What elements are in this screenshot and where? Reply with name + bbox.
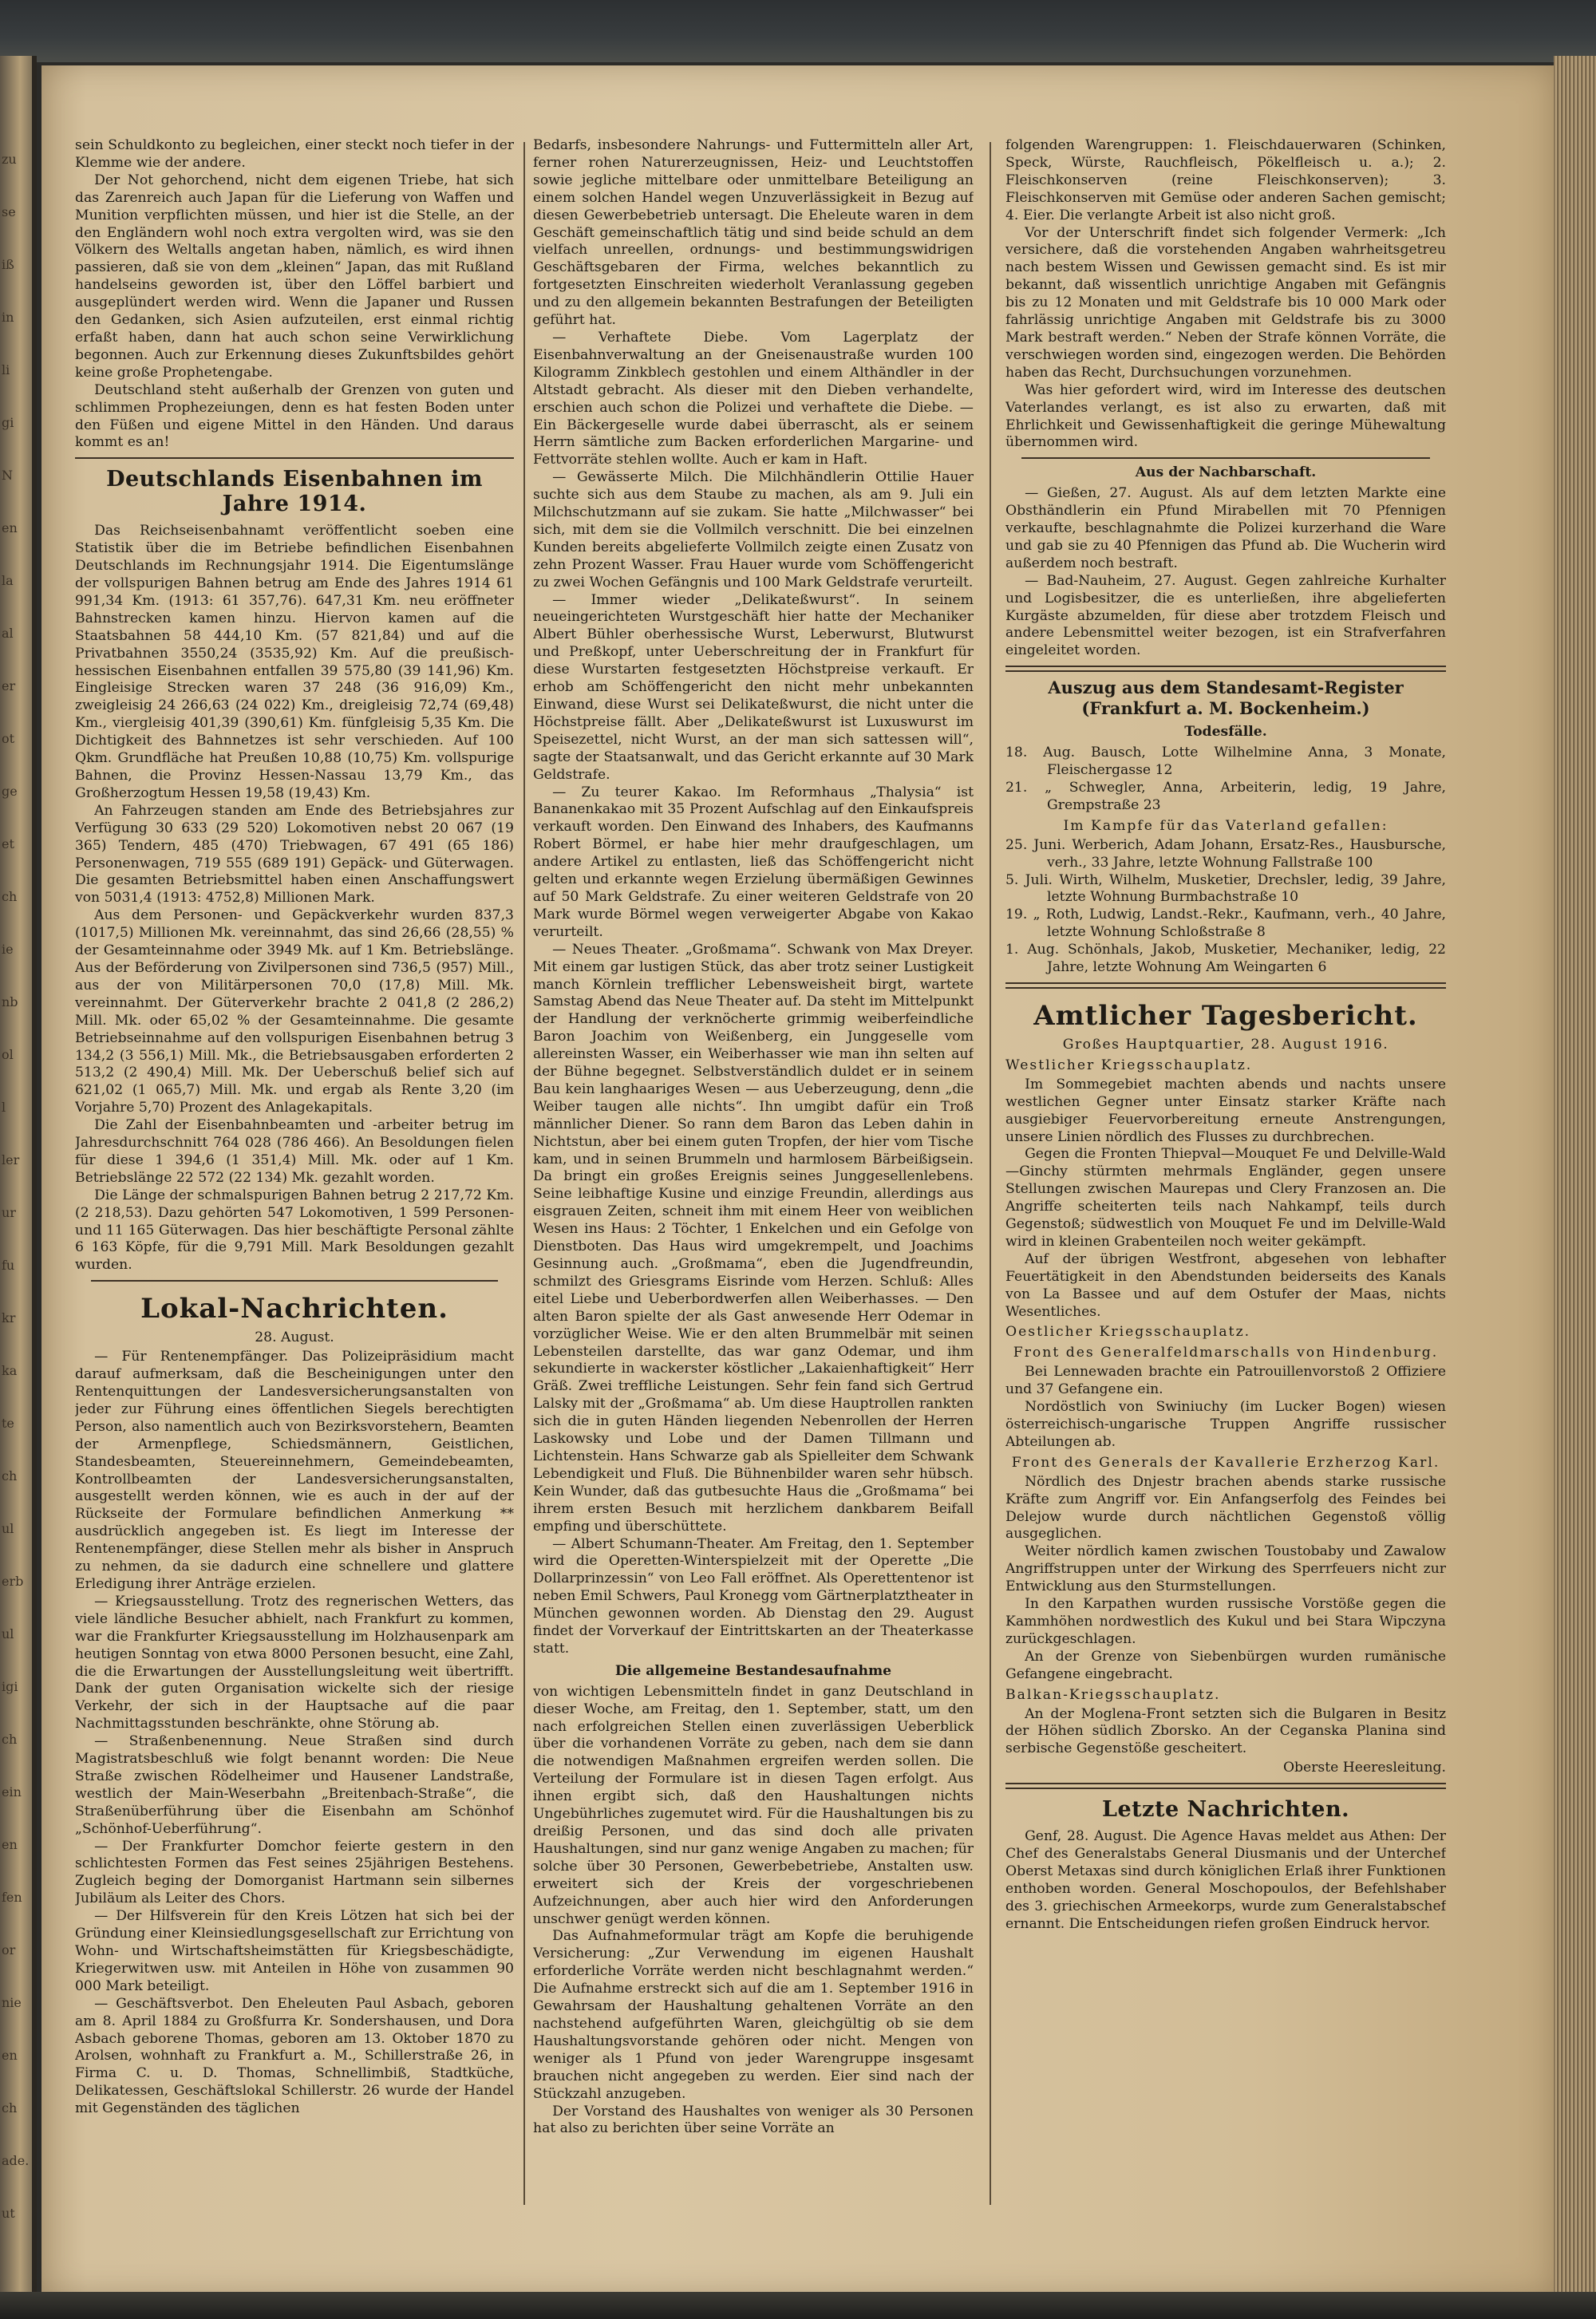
inventory-article [533, 1684, 974, 2139]
book-binding-top [0, 0, 1596, 62]
headline-latest-news: Letzte Nachrichten. [1102, 1797, 1349, 1823]
previous-page-fragment: in [2, 310, 14, 325]
paragraph: Der Vorstand des Haushaltes von weniger als 30 Personen hat also zu berichten über seine Vorräte an [533, 2103, 974, 2137]
list-item: 25. Juni. Werberich, Adam Johann, Ersatz-Res., Hausbursche, verh., 33 Jahre, letzte Wohnung Fallstraße 100 [1005, 836, 1446, 871]
column-1 [75, 137, 514, 2204]
paragraph: Bedarfs, insbesondere Nahrungs- und Futtermitteln aller Art, ferner rohen Naturerzeugnissen, Heiz- und Leuchtstoffen sowie jegliche mittelbare oder unmittelbare Beteiligung an einem solchen Handel wegen Unzuverlässigkeit in Bezug auf diesen Gewerbebetrieb untersagt. Die Eheleute waren in dem Geschäft gemeinschaftlich tätig und sind beide schuld an dem vielfach unreellen, ordnungs- und bestimmungswidrigen Geschäftsgebaren der Firma, welches bekanntlich zu fortgesetzten Einschreiten wiederholt Veranlassung gegeben und zu den allgemein bekannten Bestrafungen der Beteiligten geführt hat. [533, 137, 974, 329]
previous-page-fragment: N [2, 468, 13, 483]
neighborhood-article [1005, 485, 1446, 660]
list-item: 21. „ Schwegler, Anna, Arbeiterin, ledig, 19 Jahre, Grempstraße 23 [1005, 780, 1446, 813]
previous-page-fragment: kr [2, 1310, 16, 1325]
headline-civil-register: Auszug aus dem Standesamt-Register (Frankfurt a. M. Bockenheim.) [1048, 678, 1404, 719]
paragraph: Deutschland steht außerhalb der Grenzen von guten und schlimmen Prophezeiungen, denn es hat festen Boden unter den Füßen und eigene Mittel in den Händen. Und daraus kommt es an! [75, 381, 514, 451]
paragraph: Weiter nördlich kamen zwischen Toustobaby und Zawalow Angriffstruppen unter der Wirkung des Sperrfeuers nicht zur Entwicklung aus den Sturmstellungen. [1005, 1543, 1446, 1595]
paragraph: — Geschäftsverbot. Den Eheleuten Paul Asbach, geboren am 8. April 1884 zu Großfurra Kr. Sondershausen, und Dora Asbach geborene Thomas, geboren am 13. Oktober 1870 zu Arolsen, wohnhaft zu Frankfurt a. M., Schillerstraße 26, in Firma C. u. D. Thomas, Schnellimbiß, Stadtküche, Delikatessen, Geschäftslokal Schillerstr. 26 wurde der Handel mit Gegenständen des täglichen [75, 1995, 514, 2117]
stacked-page-edges [1554, 56, 1596, 2294]
column-3 [1005, 137, 1446, 2204]
previous-page-fragment: ol [2, 1047, 14, 1062]
paragraph: An der Grenze von Siebenbürgen wurden rumänische Gefangene eingebracht. [1005, 1648, 1446, 1682]
previous-page-fragment: ade. [2, 2153, 30, 2168]
headline-neighborhood: Aus der Nachbarschaft. [1135, 464, 1317, 481]
report-dateline: Großes Hauptquartier, 28. August 1916. [1062, 1036, 1389, 1053]
inventory-continued [1005, 137, 1446, 452]
previous-page-fragment: ch [2, 2100, 18, 2116]
column-rule-2 [990, 142, 991, 2205]
paragraph: Gegen die Fronten Thiepval—Mouquet Fe und Delville-Wald—Ginchy stürmten mehrmals Engländer, gegen unsere Stellungen zwischen Maurepas und Clery Franzosen an. Die Angriffe scheiterten teils nach Nahkampf, teils durch Gegenstoß; südwestlich von Mouquet Fe und im Delville-Wald wird in kleinen Grabenteilen noch weiter gekämpft. [1005, 1146, 1446, 1250]
previous-page-fragment: ler [2, 1152, 20, 1167]
book-binding-bottom [0, 2292, 1596, 2319]
local-news-continued [533, 137, 974, 1658]
previous-page-edge [0, 56, 37, 2294]
paragraph: Vor der Unterschrift findet sich folgender Vermerk: „Ich versichere, daß die vorstehenden Angaben wahrheitsgetreu nach bestem Wissen und Gewissen gemacht sind. Es ist mir bekannt, daß wissentlich unrichtige Angaben mit Gefängnis bis zu 12 Monaten und mit Geldstrafe bis 10 000 Mark oder fahrlässig unrichtige Angaben mit Geldstrafe bis zu 3000 Mark bestraft werden.“ Neben der Strafe können Vorräte, die verschwiegen worden sind, eingezogen werden. Die Behörden haben das Recht, Durchsuchungen vorzunehmen. [1005, 224, 1446, 381]
eastern-front-heading: Oestlicher Kriegsschauplatz. [1005, 1324, 1251, 1341]
previous-page-fragment: ch [2, 1732, 18, 1747]
previous-page-fragment: erb [2, 1574, 24, 1589]
previous-page-fragment: en [2, 1837, 18, 1852]
section-divider [75, 457, 514, 459]
karl-front-heading: Front des Generals der Kavallerie Erzherzog Karl. [1011, 1454, 1440, 1471]
previous-page-fragment: ur [2, 1205, 16, 1220]
previous-page-fragment: nb [2, 994, 18, 1009]
paragraph: — Neues Theater. „Großmama“. Schwank von Max Dreyer. Mit einem gar lustigen Stück, das aber trotz seiner Lustigkeit manch Körnlein trefflicher Lebensweisheit birgt, wartete Samstag Abend das Neue Theater auf. Da steht im Mittelpunkt der Handlung der verknöcherte grimmig weiberfeindliche Baron Joachim von Weißenberg, ein Junggeselle vom allereinsten Wasser, ein Weiberhasser wie man ihn selten auf der Bühne begegnet. Selbstverständlich duldet er in seinem Bau kein langhaariges Wesen — aus Ueberzeugung, denn „die Weiber taugen alle nichts“. Ihn umgibt dafür ein Troß männlicher Diener. So rann dem Baron das Leben dahin in Nichtstun, aber bei einem guten Tropfen, der hier vom Tische kam, und in seinen Brummeln und harmlosem Bärbeißigsein. Da bringt ein großes Ereignis seines Junggesellenlebens. Seine leibhaftige Kusine und einzige Freundin, allerdings aus eisgrauen Zeiten, schneit ihm mit einem Heer von weiblichen Wesen ins Haus: 2 Töchter, 1 Enkelchen und ein Gefolge von Dienstboten. Das Haus wird umgekrempelt, und Joachims Gesinnung auch. „Großmama“, eben die Jugendfreundin, schmilzt des Griesgrams Eisrinde vom Herzen. Schluß: Alles eitel Liebe und Ueberbordwerfen allen Weiberhasses. — Den alten Baron spielte der als Gast anwesende Herr Odemar in vorzüglicher Weise. Wie er den alten Brummelbär mit seinen Lebensteilen darstellte, das war ganz Odemar, und ihm sekundierte in wackerster köstlicher „Lakaienhaftigkeit“ Herr Gräß. Zwei treffliche Leistungen. Sehr fein fand sich Gertrud Lalsky mit der „Großmama“ ab. Um diese Hauptrollen rankten sich die in guten Händen liegenden Nebenrollen der Herren Laskowsky und Lobe und der Damen Tillmann und Lichtenstein. Hans Schwarze gab als Spielleiter dem Schwank Lebendigkeit und Fluß. Die Bühnenbilder waren sehr hübsch. Kein Wunder, daß das gutbesuchte Haus die „Großmama“ bei ihrem ersten Besuch mit herzlichem dankbarem Beifall empfing und überschüttete. [533, 941, 974, 1535]
previous-page-fragment: er [2, 678, 16, 693]
gutter-shadow [32, 56, 37, 2294]
paragraph: — Der Hilfsverein für den Kreis Lötzen hat sich bei der Gründung einer Kleinsiedlungsgesellschaft zur Errichtung von Wohn- und Wirtschaftsheimstätten für Kriegsbeschädigte, Kriegerwitwen usw. mit Anteilen in Höhe von zusammen 90 000 Mark beteiligt. [75, 1908, 514, 1994]
previous-page-fragment: en [2, 2048, 18, 2063]
list-item: 19. „ Roth, Ludwig, Landst.-Rekr., Kaufmann, verh., 40 Jahre, letzte Wohnung Schloßstraße 8 [1005, 907, 1446, 941]
paragraph: Nordöstlich von Swiniuchy (im Lucker Bogen) wiesen österreichisch-ungarische Truppen Angriffe russischer Abteilungen ab. [1005, 1399, 1446, 1450]
intro-article [75, 137, 514, 452]
paragraph: — Für Rentenempfänger. Das Polizeipräsidium macht darauf aufmerksam, daß die Bescheinigungen unter den Rentenquittungen der Landesversicherungsanstalten von jeder zur Führung eines öffentlichen Siegels berechtigten Person, also namentlich auch von Bezirksvorstehern, Beamten der Armenpflege, Schiedsmännern, Geistlichen, Standesbeamten, Steuereinnehmern, Gemeindebeamten, Kontrollbeamten der Landesversicherungsanstalten, ausgestellt werden können, wie es auch in der auf der Rückseite der Formulare befindlichen Anmerkung ** ausdrücklich angegeben ist. Es liegt im Interesse der Rentenempfänger, diese Stellen mehr als bisher in Anspruch zu nehmen, da sie dadurch eine schnellere und glattere Erledigung ihrer Anträge erzielen. [75, 1349, 514, 1592]
latest-news-article [1005, 1828, 1446, 1933]
paragraph: Im Sommegebiet machten abends und nachts unsere westlichen Gegner unter Einsatz starker Kräfte nach ausgiebiger Feuervorbereitung erneute Anstrengungen, unsere Linien nördlich des Flusses zu durchbrechen. [1005, 1076, 1446, 1145]
headline-local-news: Lokal-Nachrichten. [140, 1293, 448, 1325]
previous-page-fragment: ie [2, 942, 14, 957]
list-item: 5. Juli. Wirth, Wilhelm, Musketier, Drechsler, ledig, 39 Jahre, letzte Wohnung Burmbachstraße 10 [1005, 871, 1446, 906]
paragraph: Genf, 28. August. Die Agence Havas meldet aus Athen: Der Chef des Generalstabs General Diusmanis und der Unterchef Oberst Metaxas sind durch königlichen Erlaß ihrer Funktionen enthoben worden. General Moschopoulos, der Befehlshaber des 3. griechischen Armeekorps, wurde zum Generalstabschef ernannt. Die Entscheidungen riefen großen Eindruck hervor. [1005, 1828, 1446, 1932]
previous-page-fragment: iß [2, 257, 14, 272]
paragraph: Das Reichseisenbahnamt veröffentlicht soeben eine Statistik über die im Betriebe befindlichen Eisenbahnen Deutschlands im Rechnungsjahr 1914. Die Eigentumslänge der vollspurigen Bahnen betrug am Ende des Jahres 1914 61 991,34 Km. (1913: 61 357,76). 647,31 Km. neu eröffneter Bahnstrecken kamen hinzu. Hiervon kamen auf die Staatsbahnen 58 444,10 Km. (57 821,84) und auf die Privatbahnen 3550,24 (3535,92) Km. Auf die preußisch-hessischen Eisenbahnen entfallen 39 575,80 (39 141,96) Km. Eingleisige Strecken waren 37 248 (36 916,09) Km., zweigleisig 24 266,63 (24 022) Km., dreigleisig 72,74 (69,48) Km., viergleisig 401,39 (390,61) Km. fünfgleisig 5,35 Km. Die Dichtigkeit des Bahnnetzes ist sehr verschieden. Auf 100 Qkm. Grundfläche hat Preußen 10,88 (10,75) Km. vollspurige Bahnen, die Provinz Hessen-Nassau 13,79 Km., das Großherzogtum Hessen 19,58 (19,43) Km. [75, 523, 514, 801]
previous-page-fragment: ein [2, 1784, 22, 1799]
section-divider [1005, 666, 1446, 672]
railways-article [75, 523, 514, 1274]
previous-page-fragment: nie [2, 1995, 22, 2010]
headline-inventory: Die allgemeine Bestandesaufnahme [614, 1662, 892, 1679]
fallen-heading: Im Kampfe für das Vaterland gefallen: [1063, 817, 1389, 834]
section-divider [1021, 457, 1430, 459]
previous-page-fragment: ul [2, 1626, 14, 1641]
headline-railways: Deutschlands Eisenbahnen im Jahre 1914. [106, 467, 483, 517]
previous-page-fragment: igi [2, 1679, 18, 1694]
section-divider [1005, 1783, 1446, 1789]
western-front-heading: Westlicher Kriegsschauplatz. [1005, 1057, 1253, 1073]
previous-page-fragment: ul [2, 1521, 14, 1536]
paragraph: — Gießen, 27. August. Als auf dem letzten Markte eine Obsthändlerin ein Pfund Mirabellen mit 70 Pfennigen verkaufte, beschlagnahmte die Polizei kurzerhand die Ware und gab sie zu 40 Pfennigen das Pfund ab. Die Wucherin wird außerdem noch bestraft. [1005, 485, 1446, 571]
previous-page-fragment: ut [2, 2206, 15, 2221]
previous-page-fragment: et [2, 836, 14, 851]
hindenburg-front-report [1005, 1364, 1446, 1452]
paragraph: An der Moglena-Front setzten sich die Bulgaren in Besitz der Höhen südlich Zborsko. An der Ceganska Planina sind serbische Gegenstöße gescheitert. [1005, 1705, 1446, 1757]
paragraph: Nördlich des Dnjestr brachen abends starke russische Kräfte zum Angriff vor. Ein Anfangserfolg des Feindes bei Delejow wurde durch nächtlichen Gegenstoß völlig ausgeglichen. [1005, 1473, 1446, 1543]
paragraph: An Fahrzeugen standen am Ende des Betriebsjahres zur Verfügung 30 633 (29 520) Lokomotiven nebst 20 067 (19 365) Tendern, 485 (470) Triebwagen, 67 491 (65 186) Personenwagen, 719 555 (689 191) Gepäck- und Güterwagen. Die gesamten Betriebsmittel haben einen Anschaffungswert von 5031,4 (1913: 4752,8) Millionen Mark. [75, 802, 514, 907]
previous-page-fragment: ch [2, 889, 18, 904]
paragraph: — Zu teurer Kakao. Im Reformhaus „Thalysia“ ist Bananenkakao mit 35 Prozent Aufschlag auf den Einkaufspreis verkauft worden. Den Einwand des Inhabers, des Kaufmanns Robert Börmel, er habe hier mehr draufgeschlagen, um andere Artikel zu entlasten, ließ das Schöffengericht nicht gelten und erkannte wegen Erzielung übermäßigen Gewinnes auf 50 Mark Geldstrafe. Zu einer weiteren Geldstrafe von 20 Mark wurde Börmel wegen verweigerter Abgabe von Kakao verurteilt. [533, 784, 974, 940]
paragraph: — Bad-Nauheim, 27. August. Gegen zahlreiche Kurhalter und Logisbesitzer, die es unterließen, ihre abgelieferten Kurgäste abzumelden, für diese aber trotzdem Fleisch und andere Lebensmittel weiter bezogen, ist ein Strafverfahren eingeleitet worden. [1005, 572, 1446, 659]
paragraph: Auf der übrigen Westfront, abgesehen von lebhafter Feuertätigkeit in den Abendstunden beiderseits des Kanals von La Bassee und auf dem Ostufer der Maas, nichts Wesentliches. [1005, 1250, 1446, 1320]
previous-page-fragment: te [2, 1416, 14, 1431]
headline-daily-report: Amtlicher Tagesbericht. [1033, 999, 1418, 1032]
paragraph: Die Zahl der Eisenbahnbeamten und -arbeiter betrug im Jahresdurchschnitt 764 028 (786 466). An Besoldungen fielen für diese 1 394,6 (1 351,4) Mill. Mk. oder auf 1 Km. Betriebslänge 22 572 (22 134) Mk. gezahlt worden. [75, 1117, 514, 1186]
previous-page-fragment: or [2, 1942, 16, 1958]
balkan-front-heading: Balkan-Kriegsschauplatz. [1005, 1686, 1221, 1703]
paragraph: folgenden Warengruppen: 1. Fleischdauerwaren (Schinken, Speck, Würste, Rauchfleisch, Pökelfleisch u. a.); 2. Fleischkonserven (reine Fleischkonserven); 3. Fleischkonserven mit Gemüse oder anderen Sachen gemischt; 4. Eier. Die verlangte Arbeit ist also nicht groß. [1005, 137, 1446, 223]
previous-page-fragment: al [2, 626, 14, 641]
paragraph: — Der Frankfurter Domchor feierte gestern in den schlichtesten Formen das Fest seines 25jährigen Bestehens. Zugleich beging der Domorganist Hartmann sein silbernes Jubiläum als Leiter des Chors. [75, 1838, 514, 1907]
previous-page-fragment: fu [2, 1258, 15, 1273]
column-rule-1 [523, 142, 525, 2205]
previous-page-fragment: li [2, 362, 10, 377]
paragraph: — Kriegsausstellung. Trotz des regnerischen Wetters, das viele ländliche Besucher abhielt, nach Frankfurt zu kommen, war die Frankfurter Kriegsausstellung im Holzhausenpark am heutigen Sonntag von etwa 8000 Personen besucht, eine Zahl, die die Erwartungen der Ausstellungsleitung weit übertrifft. Dank der guten Organisation wickelte sich der riesige Verkehr, der sich in der Hauptsache auf die paar Nachmittagsstunden beschränkte, ohne Störung ab. [75, 1593, 514, 1732]
deaths-heading: Todesfälle. [1184, 724, 1267, 741]
paragraph: Was hier gefordert wird, wird im Interesse des deutschen Vaterlandes verlangt, es ist also zu erwarten, daß mit Ehrlichkeit und Gewissenhaftigkeit die geringe Mühewaltung übernommen wird. [1005, 381, 1446, 451]
list-item: 18. Aug. Bausch, Lotte Wilhelmine Anna, 3 Monate, Fleischergasse 12 [1005, 745, 1446, 779]
local-news-date: 28. August. [255, 1329, 334, 1346]
previous-page-fragment: fen [2, 1890, 22, 1905]
hindenburg-front-heading: Front des Generalfeldmarschalls von Hindenburg. [1013, 1345, 1439, 1361]
balkan-front-report [1005, 1706, 1446, 1759]
previous-page-fragment: ka [2, 1363, 18, 1378]
previous-page-fragment: l [2, 1100, 6, 1115]
paragraph: Das Aufnahmeformular trägt am Kopfe die beruhigende Versicherung: „Zur Verwendung im eigenen Haushalt erforderliche Vorräte werden nicht beschlagnahmt werden.“ Die Aufnahme erstreckt sich auf die am 1. September 1916 in Gewahrsam der Haushaltung gehaltenen Vorräte an den nachstehend aufgeführten Waren, gleichgültig ob sie dem Haushaltungsvorstande gehören oder nicht. Mengen von weniger als 1 Pfund von jeder Warengruppe insgesamt brauchen nicht angegeben zu werden. Eier sind nach der Stückzahl anzugeben. [533, 1928, 974, 2102]
deaths-list [1005, 745, 1446, 815]
paragraph: — Gewässerte Milch. Die Milchhändlerin Ottilie Hauer suchte sich aus dem Staube zu machen, als am 9. Juli ein Milchschutzmann auf sie zukam. Sie hatte „Milchwasser“ bei sich, mit dem sie die Vollmilch verschnitt. Die bei einzelnen Kunden bereits abgelieferte Vollmilch zeigte einen Zusatz von zehn Prozent Wasser. Frau Hauer wurde vom Schöffengericht zu zwei Wochen Gefängnis und 100 Mark Geldstrafe verurteilt. [533, 469, 974, 591]
paragraph: Bei Lennewaden brachte ein Patrouillenvorstoß 2 Offiziere und 37 Gefangene ein. [1005, 1364, 1446, 1398]
paragraph: — Straßenbenennung. Neue Straßen sind durch Magistratsbeschluß wie folgt benannt worden: Die Neue Straße zwischen Rödelheimer und Hausener Landstraße, westlich der Main-Weserbahn „Breitenbach-Straße“, die Straßenüberführung über die Eisenbahn am Schönhof „Schönhof-Ueberführung“. [75, 1733, 514, 1837]
previous-page-fragment: ch [2, 1468, 18, 1483]
paragraph: In den Karpathen wurden russische Vorstöße gegen die Kammhöhen nordwestlich des Kukul und bei Stara Wipczyna zurückgeschlagen. [1005, 1596, 1446, 1647]
section-divider [91, 1280, 498, 1282]
local-news-article [75, 1349, 514, 2118]
previous-page-fragment: en [2, 520, 18, 535]
paragraph: Der Not gehorchend, nicht dem eigenen Triebe, hat sich das Zarenreich auch Japan für die Lieferung von Waffen und Munition verpflichten müssen, und hier ist die Stelle, an der den Engländern wohl noch extra vergolten wird, was sie den Völkern des Weltalls angetan haben, nämlich, es wird ihnen passieren, daß sie von dem „kleinen“ Japan, das mit Rußland handelseins geworden ist, über den Löffel barbiert und ausgeplündert werden wird. Wenn die Japaner und Russen den Gedanken, sich Asien aufzuteilen, erst einmal richtig erfaßt haben, dann hat auch schon seine Verwirklichung begonnen. Auch zur Erkennung dieses Zukunftsbildes gehört keine große Prophetengabe. [75, 172, 514, 381]
previous-page-fragment: zu [2, 152, 17, 167]
paragraph: Die Länge der schmalspurigen Bahnen betrug 2 217,72 Km. (2 218,53). Dazu gehörten 547 Lokomotiven, 1 599 Personen- und 11 165 Güterwagen. Das hier beschäftigte Personal zählte 6 163 Köpfe, für die 9,791 Mill. Mark Besoldungen gezahlt wurden. [75, 1187, 514, 1274]
paragraph: — Verhaftete Diebe. Vom Lagerplatz der Eisenbahnverwaltung an der Gneisenaustraße wurden 100 Kilogramm Zinkblech gestohlen und einem Althändler in der Altstadt gebracht. Als dieser mit den Dieben verhandelte, erschien auch schon die Polizei und verhaftete die Diebe. — Ein Bäckergeselle wurde dabei überrascht, als er seinem Herrn sämtliche zum Backen erforderlichen Margarine- und Fettvorräte stehlen wollte. Auch er kam in Haft. [533, 329, 974, 468]
report-signature: Oberste Heeresleitung. [1282, 1760, 1446, 1776]
fallen-list [1005, 837, 1446, 977]
previous-page-fragment: ge [2, 784, 18, 799]
previous-page-fragment: gi [2, 415, 14, 430]
paragraph: von wichtigen Lebensmitteln findet in ganz Deutschland in dieser Woche, am Freitag, den 1. September, statt, um den nach erfolgreichen Stellen einen zuverlässigen Ueberblick über die vorhandenen Vorräte zu geben, nach dem sie dann die notwendigen Maßnahmen ergreifen werden sollen. Die Verteilung der Formulare ist in diesen Tagen erfolgt. Aus ihnen ergibt sich, daß den Haushaltungen nichts Ungebührliches zugemutet wird. Für die Haushaltungen bis zu dreißig Personen, und das sind doch alle privaten Haushaltungen, sind nur ganz wenige Angaben zu machen; für solche über 30 Personen, Gewerbebetriebe, Anstalten usw. erweitert sich der Kreis der vorgeschriebenen Aufzeichnungen, aber auch hier wird den Anforderungen unschwer genügt werden können. [533, 1683, 974, 1927]
list-item: 1. Aug. Schönhals, Jakob, Musketier, Mechaniker, ledig, 22 Jahre, letzte Wohnung Am Weingarten 6 [1005, 942, 1446, 976]
paragraph: Aus dem Personen- und Gepäckverkehr wurden 837,3 (1017,5) Millionen Mk. vereinnahmt, das sind 26,66 (28,55) % der Gesamteinnahme oder 3949 Mk. auf 1 Km. Betriebslänge. Aus der Beförderung von Zivilpersonen sind 736,5 (957) Mill., aus der von Militärpersonen 70,0 (17,8) Mill. Mk. vereinnahmt. Der Güterverkehr brachte 2 041,8 (2 286,2) Mill. Mk. oder 65,02 % der Gesamteinnahme. Die gesamte Betriebseinnahme auf den vollspurigen Eisenbahnen betrug 3 134,2 (3 556,1) Mill. Mk., die Betriebsausgaben erforderten 2 513,2 (2 490,4) Mill. Mk. Der Ueberschuß belief sich auf 621,02 (1 065,7) Mill. Mk. und ergab als Rente 3,20 (im Vorjahre 5,70) Prozent des Anlagekapitals. [75, 907, 514, 1116]
previous-page-fragment: la [2, 573, 14, 588]
paragraph: — Albert Schumann-Theater. Am Freitag, den 1. September wird die Operetten-Winterspielzeit mit der Operette „Die Dollarprinzessin“ von Leo Fall eröffnet. Als Operettentenor ist neben Emil Schwers, Paul Kronegg vom Gärtnerplatztheater in München gewonnen worden. Ab Dienstag den 29. August findet der Vorverkauf der Eintrittskarten an der Theaterkasse statt. [533, 1535, 974, 1657]
karl-front-report [1005, 1474, 1446, 1684]
western-front-report [1005, 1077, 1446, 1321]
previous-page-fragment: se [2, 204, 16, 219]
paragraph: sein Schuldkonto zu begleichen, einer steckt noch tiefer in der Klemme wie der andere. [75, 137, 514, 171]
previous-page-fragment: ot [2, 731, 15, 746]
paragraph: — Immer wieder „Delikateßwurst“. In seinem neueingerichteten Wurstgeschäft hier hatte der Mechaniker Albert Bühler oberhessische Wurst, Leberwurst, Blutwurst und Preßkopf, unter Ueberschreitung der in Frankfurt für diese Wurstarten festgesetzten Höchstpreise verkauft. Er erhob am Schöffengericht den nicht mehr unbekannten Einwand, diese Wurst sei Delikateßwurst, die nicht unter die Höchstpreise fällt. Aber „Delikateßwurst ist Luxuswurst im Speisezettel, nicht Wurst, an der man sich sattessen will“, sagte der Staatsanwalt, und das Gericht erkannte auf 30 Mark Geldstrafe. [533, 591, 974, 783]
column-2 [533, 137, 974, 2204]
section-divider [1005, 982, 1446, 989]
